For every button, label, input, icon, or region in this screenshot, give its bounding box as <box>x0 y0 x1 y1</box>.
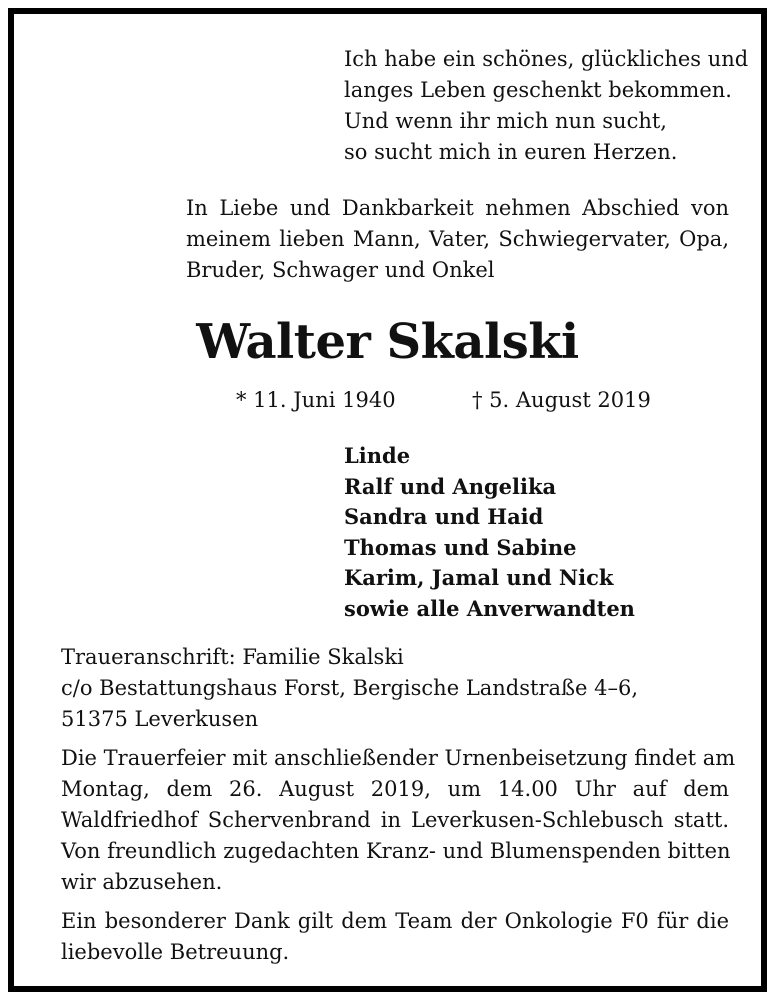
mourner-entry: sowie alle Anverwandten <box>344 595 635 621</box>
funeral-service-text <box>61 743 736 898</box>
address-line: c/o Bestattungshaus Forst, Bergische Landstraße 4–6, <box>61 676 639 700</box>
thanks-text <box>61 906 729 968</box>
thanks-line: liebevolle Betreuung. <box>61 940 290 964</box>
mourner-entry: Sandra und Haid <box>344 504 544 530</box>
mourners-list <box>344 441 635 625</box>
mourner-entry: Linde <box>344 443 411 468</box>
intro-line: Bruder, Schwager und Onkel <box>186 258 495 282</box>
deceased-name: Walter Skalski <box>196 314 579 370</box>
poem-line: langes Leben geschenkt bekommen. <box>344 78 732 102</box>
service-line: Montag, dem 26. August 2019, um 14.00 Uhr auf dem <box>61 777 729 801</box>
intro-line: meinem lieben Mann, Vater, Schwiegervater, Opa, <box>186 227 729 251</box>
mourner-entry: Thomas und Sabine <box>344 534 577 560</box>
service-line: Von freundlich zugedachten Kranz- und Blumenspenden bitten <box>61 839 731 863</box>
mourner-entry: Ralf und Angelika <box>344 473 557 499</box>
birth-date: * 11. Juni 1940 <box>236 388 396 412</box>
intro-line: In Liebe und Dankbarkeit nehmen Abschied von <box>186 196 729 220</box>
obituary-notice <box>8 8 767 992</box>
service-line: wir abzusehen. <box>61 870 223 894</box>
death-date: † 5. August 2019 <box>472 388 651 412</box>
address-line: 51375 Leverkusen <box>61 707 259 731</box>
address-line: Traueranschrift: Familie Skalski <box>61 645 404 669</box>
mourning-address <box>61 642 729 735</box>
poem-line: so sucht mich in euren Herzen. <box>344 140 678 164</box>
info-block <box>61 642 736 968</box>
thanks-line: Ein besonderer Dank gilt dem Team der Onkologie F0 für die <box>61 909 729 933</box>
mourner-entry: Karim, Jamal und Nick <box>344 565 614 591</box>
intro-text <box>186 193 729 286</box>
poem <box>344 44 749 168</box>
service-line: Die Trauerfeier mit anschließender Urnenbeisetzung findet am <box>61 746 736 770</box>
service-line: Waldfriedhof Schervenbrand in Leverkusen-Schlebusch statt. <box>61 808 729 832</box>
poem-line: Und wenn ihr mich nun sucht, <box>344 109 667 133</box>
poem-line: Ich habe ein schönes, glückliches und <box>344 47 749 71</box>
